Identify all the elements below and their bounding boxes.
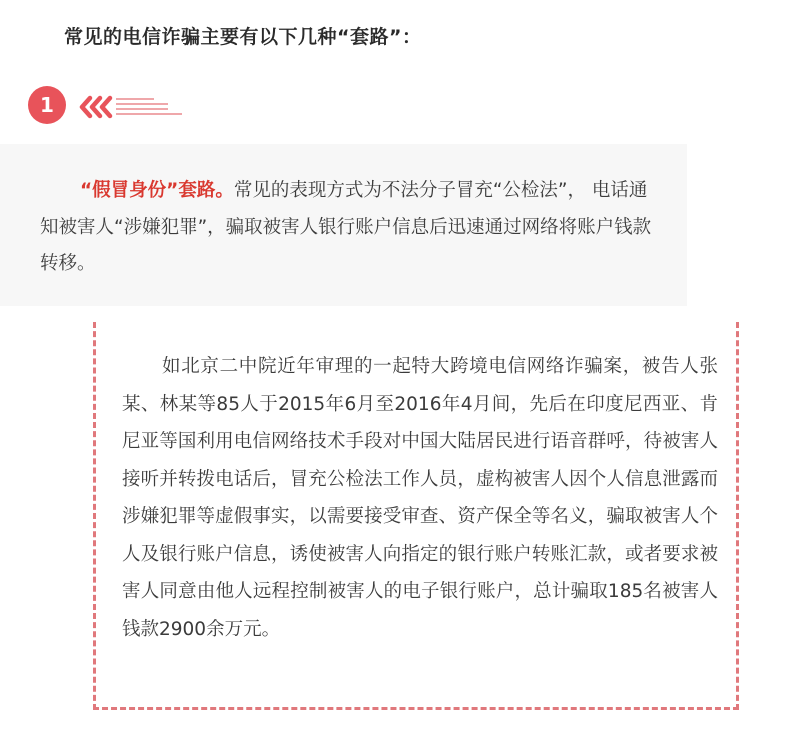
case-example-box	[93, 322, 739, 710]
case-paragraph: 如北京二中院近年审理的一起特大跨境电信网络诈骗案，被告人张某、林某等85人于2015年6月至2016年4月间，先后在印度尼西亚、肯尼亚等国利用电信网络技术手段对中国大陆居民进行语音群呼，待被害人接听并转拨电话后，冒充公检法工作人员，虚构被害人因个人信息泄露而涉嫌犯罪等虚假事实，以需要接受审查、资产保全等名义，骗取被害人个人及银行账户信息，诱使被害人向指定的银行账户转账汇款，或者要求被害人同意由他人远程控制被害人的电子银行账户，总计骗取185名被害人钱款2900余万元。	[122, 356, 718, 640]
intro-box	[0, 144, 687, 306]
triple-chevron-left-icon	[76, 92, 186, 122]
section-number-badge	[28, 86, 66, 124]
page-heading: 常见的电信诈骗主要有以下几种“套路”：	[64, 26, 422, 48]
intro-highlight: “假冒身份”套路。	[80, 180, 234, 201]
intro-paragraph	[40, 173, 660, 283]
section-number: 1	[40, 93, 54, 117]
intro-body: 常见的表现方式为不法分子冒充“公检法”， 电话通知被害人“涉嫌犯罪”，骗取被害人银行账户信息后迅速通过网络将账户钱款转移。	[40, 180, 652, 274]
